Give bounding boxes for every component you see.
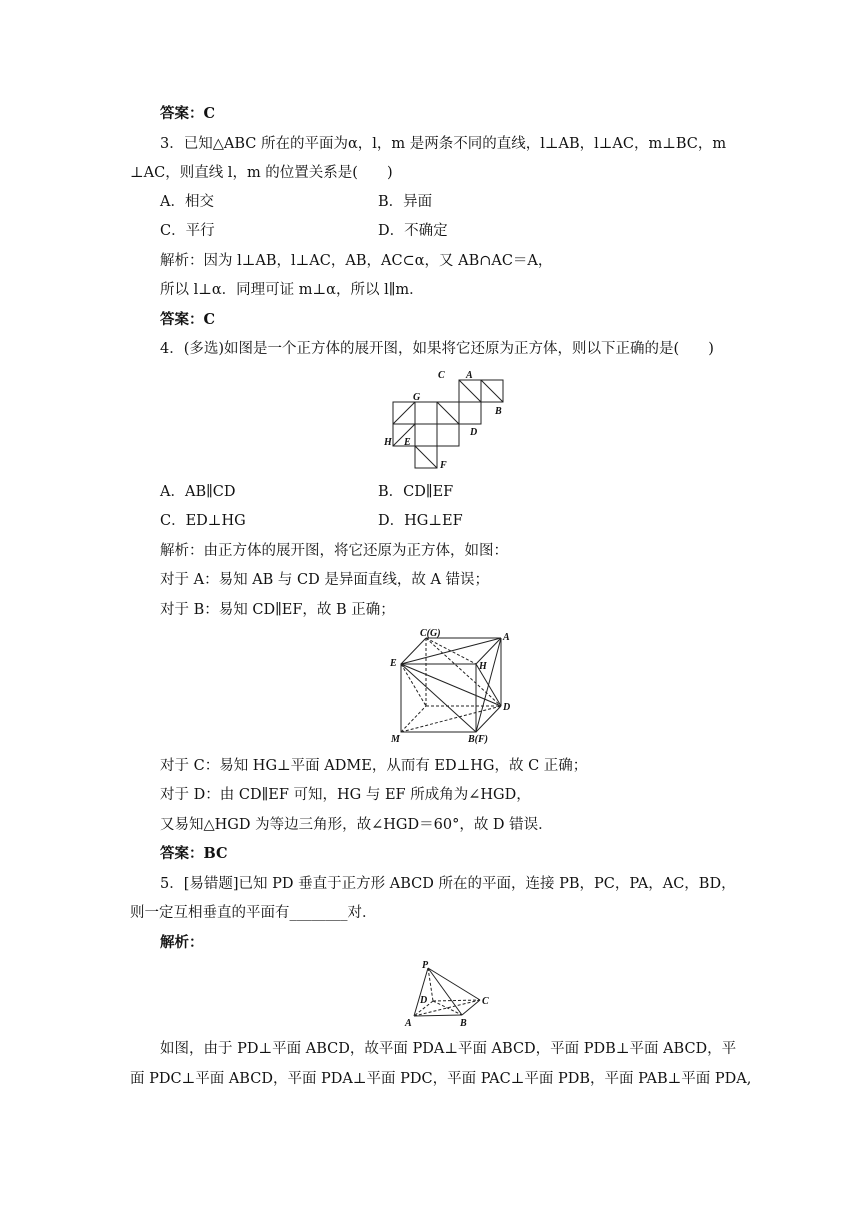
q4-analysis-5: 对于 D：由 CD∥EF 可知，HG 与 EF 所成角为∠HGD， xyxy=(160,787,531,803)
q4-option-b: B．CD∥EF xyxy=(378,484,454,500)
cube-label-a: A xyxy=(503,632,510,643)
answer-line-3: 答案：BC xyxy=(160,845,228,862)
pyr-label-b: B xyxy=(460,1018,467,1029)
question-3-line-2: ⊥AC，则直线 l，m 的位置关系是( ) xyxy=(130,165,393,181)
net-label-c: C xyxy=(438,370,445,381)
question-4-line: 4．(多选)如图是一个正方体的展开图，如果将它还原为正方体，则以下正确的是( ) xyxy=(160,341,714,357)
answer-line-1: 答案：C xyxy=(160,105,216,122)
cube-net-figure xyxy=(380,368,510,473)
q5-analysis-label: 解析： xyxy=(160,934,204,951)
pyr-label-c: C xyxy=(482,996,489,1007)
pyr-label-a: A xyxy=(405,1018,412,1029)
q3-option-d: D．不确定 xyxy=(378,223,448,239)
cube-label-m: M xyxy=(391,734,400,745)
cube-label-e: E xyxy=(390,658,397,669)
q4-option-d: D．HG⊥EF xyxy=(378,513,463,529)
q5-analysis-2: 面 PDC⊥平面 ABCD，平面 PDA⊥平面 PDC，平面 PAC⊥平面 PDB，平面 PAB⊥平面 PDA, xyxy=(130,1071,752,1087)
q3-analysis-1: 解析：因为 l⊥AB，l⊥AC，AB，AC⊂α，又 AB∩AC＝A， xyxy=(160,253,553,269)
question-5-line-1: 5．[易错题]已知 PD 垂直于正方形 ABCD 所在的平面，连接 PB，PC，PA，AC，BD， xyxy=(160,876,736,892)
q3-option-c: C．平行 xyxy=(160,223,215,239)
cube-label-cg: C(G) xyxy=(420,628,441,639)
q4-option-a: A．AB∥CD xyxy=(160,484,236,500)
pyr-label-p: P xyxy=(422,960,429,971)
cube-label-bf: B(F) xyxy=(468,734,488,745)
q3-option-b: B．异面 xyxy=(378,194,433,210)
q3-option-a: A．相交 xyxy=(160,194,214,210)
q4-analysis-2: 对于 A：易知 AB 与 CD 是异面直线，故 A 错误； xyxy=(160,572,490,588)
net-label-a: A xyxy=(466,370,473,381)
q5-analysis-1: 如图，由于 PD⊥平面 ABCD，故平面 PDA⊥平面 ABCD，平面 PDB⊥平面 ABCD，平 xyxy=(160,1041,737,1057)
q3-analysis-2: 所以 l⊥α．同理可证 m⊥α，所以 l∥m． xyxy=(160,282,424,298)
answer-line-2: 答案：C xyxy=(160,311,216,328)
q4-option-c: C．ED⊥HG xyxy=(160,513,246,529)
pyr-label-d: D xyxy=(420,995,428,1006)
cube-figure xyxy=(388,628,513,746)
net-label-e: E xyxy=(404,437,411,448)
question-3-line-1: 3．已知△ABC 所在的平面为α，l，m 是两条不同的直线，l⊥AB，l⊥AC，m⊥BC，m xyxy=(160,136,727,152)
net-label-f: F xyxy=(440,460,447,471)
net-label-h: H xyxy=(384,437,392,448)
cube-label-d: D xyxy=(503,702,511,713)
q4-analysis-6: 又易知△HGD 为等边三角形，故∠HGD＝60°，故 D 错误． xyxy=(160,817,553,833)
net-label-g: G xyxy=(413,392,421,403)
q4-analysis-1: 解析：由正方体的展开图，将它还原为正方体，如图： xyxy=(160,543,508,559)
net-label-d: D xyxy=(470,427,478,438)
q4-analysis-3: 对于 B：易知 CD∥EF，故 B 正确； xyxy=(160,602,395,618)
q4-analysis-4: 对于 C：易知 HG⊥平面 ADME，从而有 ED⊥HG，故 C 正确； xyxy=(160,758,588,774)
net-label-b: B xyxy=(495,406,502,417)
question-5-line-2: 则一定互相垂直的平面有________对． xyxy=(130,905,377,921)
pyramid-figure xyxy=(400,958,495,1030)
cube-label-h: H xyxy=(479,661,487,672)
